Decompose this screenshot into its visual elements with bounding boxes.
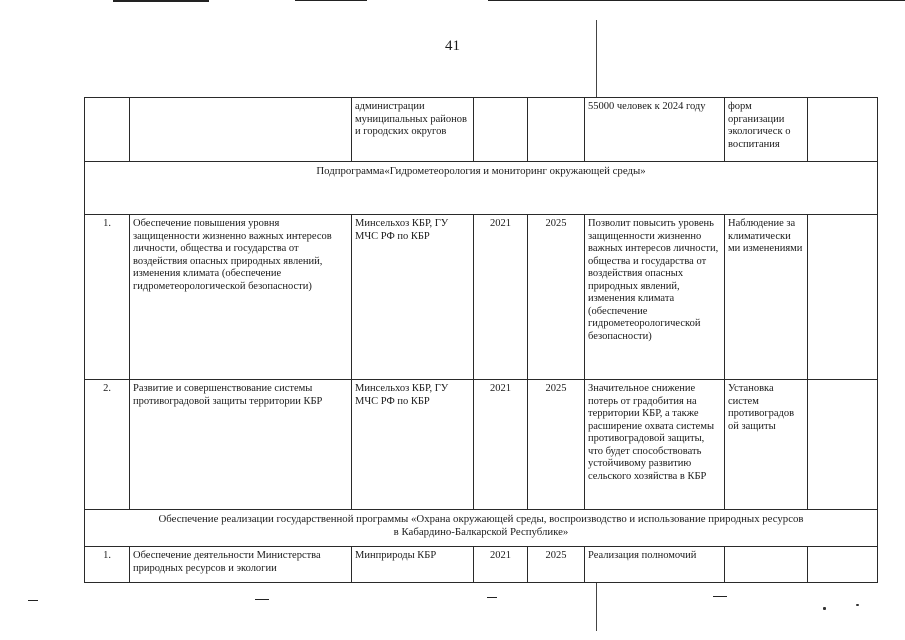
scan-mark-bottom-2 [487, 597, 497, 598]
cell-executor: Минсельхоз КБР, ГУ МЧС РФ по КБР [352, 215, 474, 380]
scan-mark-left [28, 600, 38, 601]
program-measures-table [84, 97, 878, 583]
cell-name: Обеспечение деятельности Министерства природных ресурсов и экологии [130, 547, 352, 583]
cell-indicator [725, 547, 808, 583]
table-row [85, 380, 878, 510]
cell-start-year: 2021 [474, 380, 528, 510]
cell-end-year: 2025 [528, 380, 585, 510]
cell-extra [808, 547, 878, 583]
scan-line-top-2 [295, 0, 367, 1]
section-heading-program-support [85, 510, 878, 547]
cell-indicator: Наблюдение за климатически ми изменениями [725, 215, 808, 380]
cell-start-year: 2021 [474, 547, 528, 583]
section-heading-line-2: в Кабардино-Балкарской Республике» [393, 525, 569, 538]
page-number: 41 [445, 38, 460, 54]
scan-fold-line-lower [596, 583, 597, 631]
cell-name [130, 98, 352, 162]
scan-dot-2 [856, 604, 859, 606]
cell-name: Обеспечение повышения уровня защищенности жизненно важных интересов личности, общества и государства от воздействия опасных природных явлений, изменения климата (обеспечение гидрометеорологической безопасности) [130, 215, 352, 380]
cell-num: 2. [85, 380, 130, 510]
cell-extra [808, 380, 878, 510]
cell-indicator: Установка систем противоградов ой защиты [725, 380, 808, 510]
cell-executor: Минсельхоз КБР, ГУ МЧС РФ по КБР [352, 380, 474, 510]
cell-start-year [474, 98, 528, 162]
cell-num: 1. [85, 215, 130, 380]
cell-end-year: 2025 [528, 215, 585, 380]
cell-result: Позволит повысить уровень защищенности жизненно важных интересов личности, общества и государства от воздействия опасных природных явлений, изменения климата (обеспечение гидрометеорологической безопасности) [585, 215, 725, 380]
table-row-section-heading [85, 510, 878, 547]
cell-result: Реализация полномочий [585, 547, 725, 583]
cell-executor: Минприроды КБР [352, 547, 474, 583]
scan-mark-bottom-3 [713, 596, 727, 597]
cell-extra [808, 215, 878, 380]
cell-name: Развитие и совершенствование системы противоградовой защиты территории КБР [130, 380, 352, 510]
cell-num: 1. [85, 547, 130, 583]
scan-line-top-1 [113, 0, 209, 2]
cell-executor: администрации муниципальных районов и городских округов [352, 98, 474, 162]
scan-fold-line-upper [596, 20, 597, 98]
section-heading-hydrometeorology: Подпрограмма«Гидрометеорология и мониторинг окружающей среды» [85, 162, 878, 215]
table-row-continuation [85, 98, 878, 162]
section-heading-line-1: Обеспечение реализации государственной программы «Охрана окружающей среды, воспроизводство и использование природных ресурсов [158, 513, 804, 525]
cell-result: Значительное снижение потерь от градобития на территории КБР, а также расширение охвата системы противоградовой защиты, что будет способствовать устойчивому развитию сельского хозяйства в КБР [585, 380, 725, 510]
cell-result: 55000 человек к 2024 году [585, 98, 725, 162]
cell-end-year [528, 98, 585, 162]
scan-dot-1 [823, 607, 826, 610]
table-row-section-heading [85, 162, 878, 215]
cell-start-year: 2021 [474, 215, 528, 380]
scan-mark-bottom-1 [255, 599, 269, 600]
cell-end-year: 2025 [528, 547, 585, 583]
cell-extra [808, 98, 878, 162]
scan-line-top-3 [488, 0, 905, 1]
cell-indicator: форм организации экологическ о воспитания [725, 98, 808, 162]
table-row [85, 215, 878, 380]
table-row [85, 547, 878, 583]
cell-num [85, 98, 130, 162]
